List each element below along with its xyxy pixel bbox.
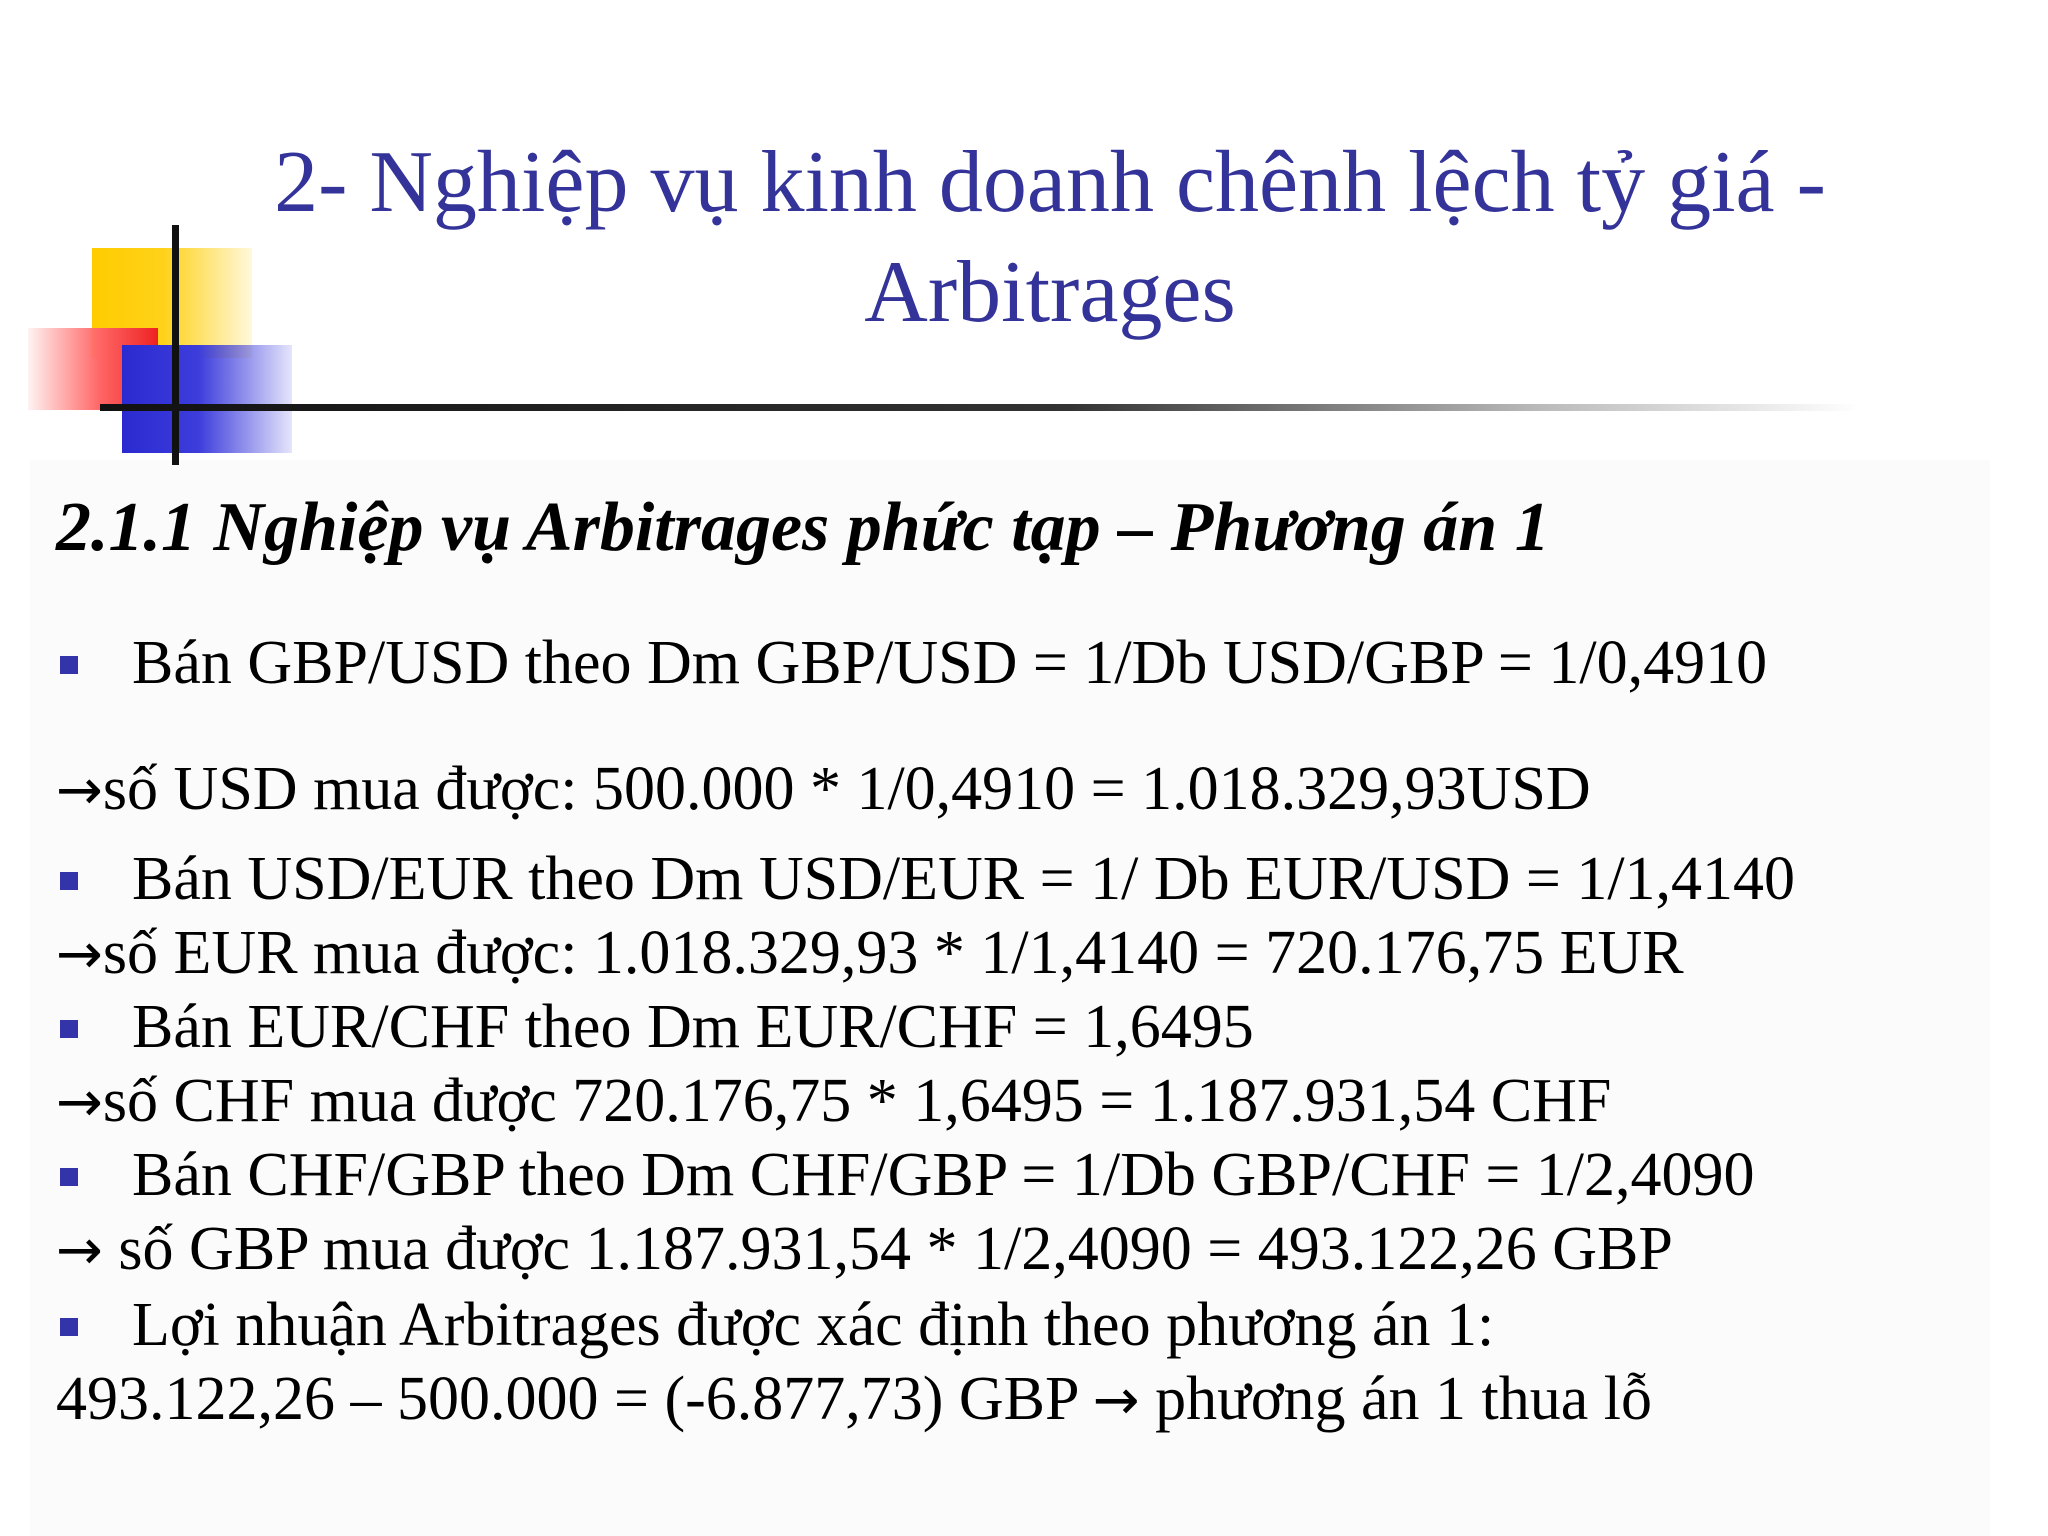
arrow-right-icon: →	[56, 1218, 103, 1283]
result-text: số EUR mua được: 1.018.329,93 * 1/1,4140 = 720.176,75 EUR	[102, 919, 1684, 987]
bullet-text: Lợi nhuận Arbitrages được xác định theo phương án 1:	[132, 1291, 1495, 1359]
result-line	[56, 916, 1684, 992]
arrow-right-icon: →	[56, 922, 103, 987]
square-bullet-icon	[60, 1168, 78, 1186]
square-bullet-icon	[60, 872, 78, 890]
slide-title	[200, 128, 1900, 348]
bullet-text: Bán USD/EUR theo Dm USD/EUR = 1/ Db EUR/USD = 1/1,4140	[132, 845, 1796, 913]
bullet-text: Bán CHF/GBP theo Dm CHF/GBP = 1/Db GBP/CHF = 1/2,4090	[132, 1141, 1755, 1209]
conclusion-result: phương án 1 thua lỗ	[1139, 1365, 1653, 1433]
result-line	[56, 1212, 1673, 1288]
conclusion-line	[56, 1362, 1652, 1438]
square-bullet-icon	[60, 656, 78, 674]
arrow-right-icon: →	[56, 1070, 103, 1135]
decor-vertical-line	[172, 225, 179, 465]
bullet-item	[56, 842, 1996, 916]
result-text: số USD mua được: 500.000 * 1/0,4910 = 1.018.329,93USD	[102, 755, 1591, 823]
bullet-item	[56, 1288, 1956, 1362]
decor-horizontal-rule	[100, 404, 1860, 411]
arrow-right-icon: →	[1092, 1368, 1140, 1433]
conclusion-text: 493.122,26 – 500.000 = (-6.877,73) GBP	[56, 1365, 1093, 1433]
result-line	[56, 1064, 1611, 1140]
title-line-2: Arbitrages	[864, 244, 1236, 341]
bullet-text: Bán GBP/USD theo Dm GBP/USD = 1/Db USD/GBP = 1/0,4910	[132, 629, 1768, 697]
title-line-1: 2- Nghiệp vụ kinh doanh chênh lệch tỷ giá -	[274, 134, 1826, 231]
bullet-item	[56, 626, 1956, 700]
decor-blue-square	[122, 345, 292, 453]
arrow-right-icon: →	[56, 758, 103, 823]
bullet-item	[56, 990, 1956, 1064]
bullet-item	[56, 1138, 1956, 1212]
section-heading: 2.1.1 Nghiệp vụ Arbitrages phức tạp – Phương án 1	[56, 489, 1550, 566]
bullet-text: Bán EUR/CHF theo Dm EUR/CHF = 1,6495	[132, 993, 1254, 1061]
result-line	[56, 752, 1591, 828]
square-bullet-icon	[60, 1020, 78, 1038]
result-text: số GBP mua được 1.187.931,54 * 1/2,4090 = 493.122,26 GBP	[102, 1215, 1673, 1283]
square-bullet-icon	[60, 1318, 78, 1336]
result-text: số CHF mua được 720.176,75 * 1,6495 = 1.187.931,54 CHF	[102, 1067, 1612, 1135]
